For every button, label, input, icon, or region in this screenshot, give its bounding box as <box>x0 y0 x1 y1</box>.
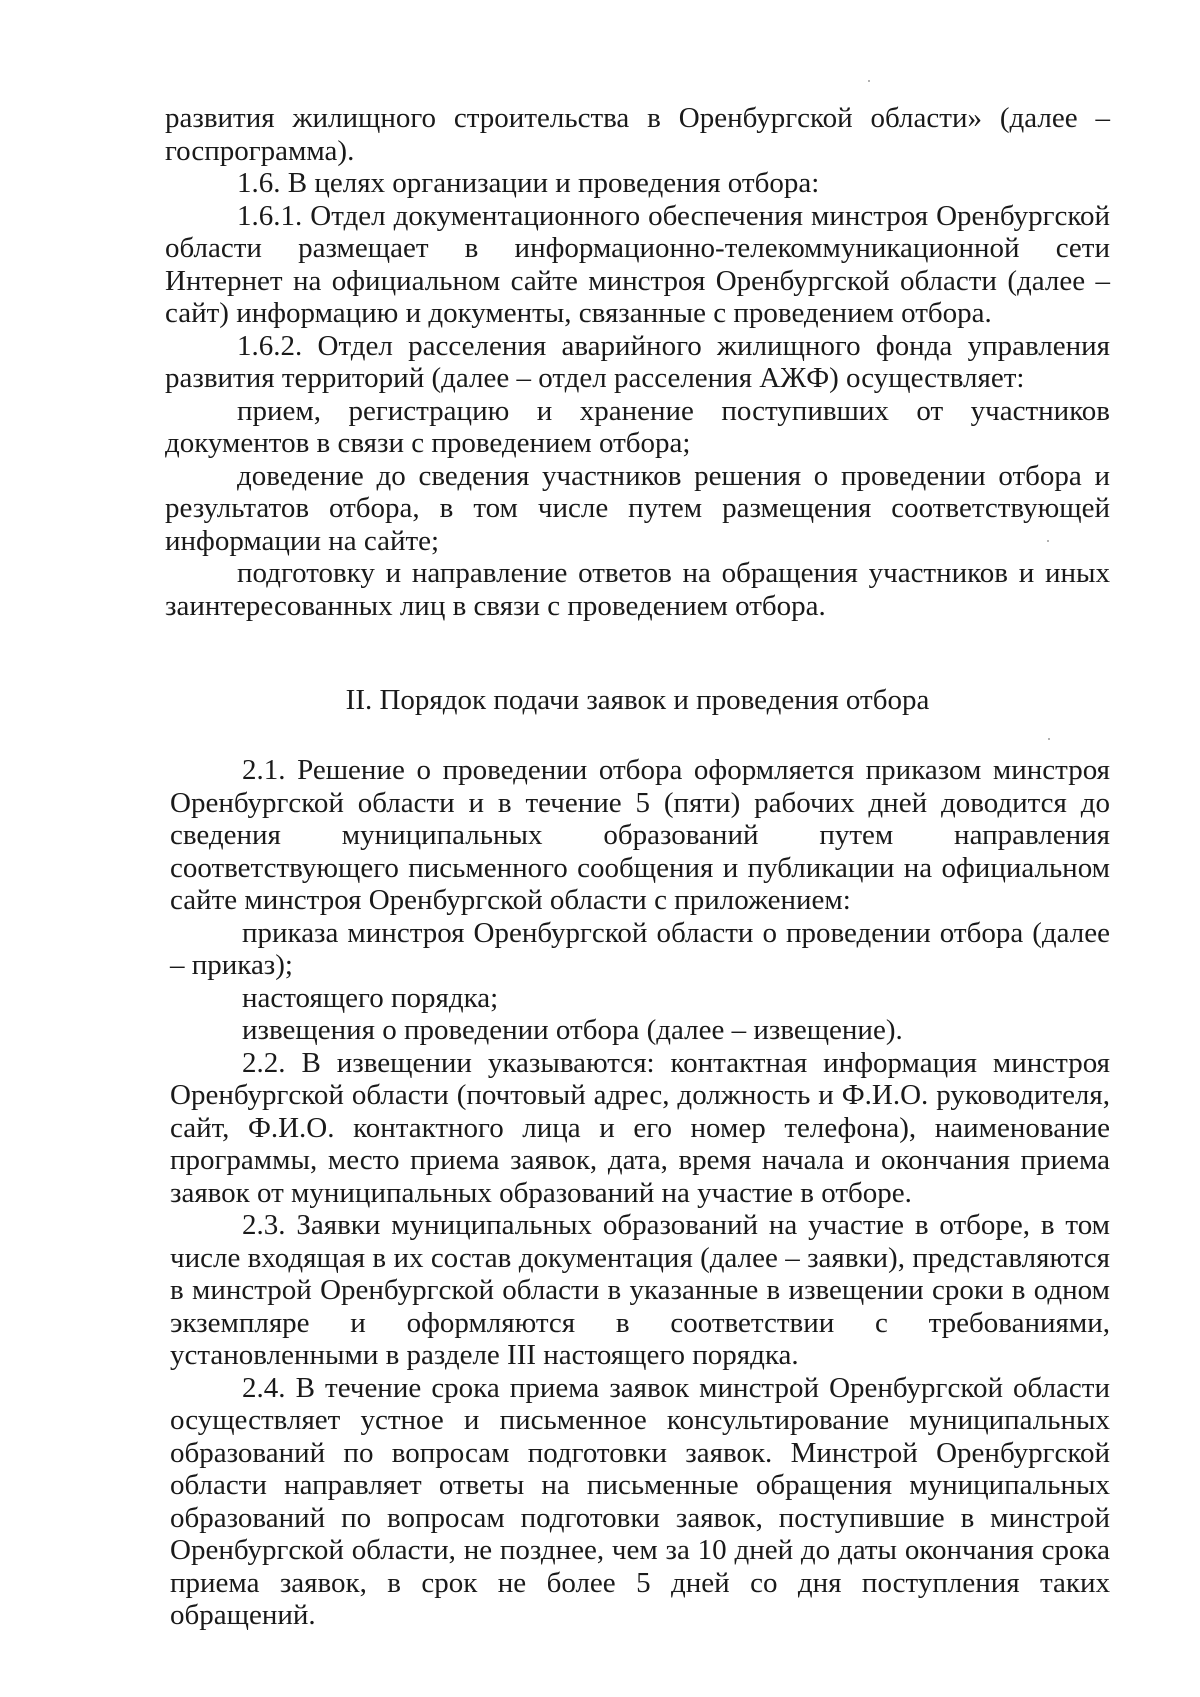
paragraph-1-6-2: 1.6.2. Отдел расселения аварийного жилищного фонда управления развития территорий (далее – отдел расселения АЖФ) осуществляет: <box>165 329 1110 394</box>
document-body-part-1 <box>165 102 1110 622</box>
paragraph-1-6-2-item-2: доведение до сведения участников решения о проведении отбора и результатов отбора, в том числе путем размещения соответствующей информации на сайте; <box>165 459 1110 557</box>
paragraph-1-6-2-item-1: прием, регистрацию и хранение поступивших от участников документов в связи с проведением отбора; <box>165 394 1110 459</box>
paragraph-1-6-2-item-3: подготовку и направление ответов на обращения участников и иных заинтересованных лиц в связи с проведением отбора. <box>165 557 1110 622</box>
paragraph-2-3: 2.3. Заявки муниципальных образований на участие в отборе, в том числе входящая в их состав документация (далее – заявки), представляются в минстрой Оренбургской области в указанные в извещении сроки в одном экземпляре и оформляются в соответствии с требованиями, установленными в разделе III настоящего порядка. <box>170 1209 1110 1371</box>
paragraph-2-1-item-2: настоящего порядка; <box>242 981 499 1014</box>
paragraph-1-6-1: 1.6.1. Отдел документационного обеспечения минстроя Оренбургской области размещает в информационно-телекоммуникационной сети Интернет на официальном сайте минстроя Оренбургской области (далее – сайт) информацию и документы, связанные с проведением отбора. <box>165 199 1110 329</box>
scan-speck <box>1047 540 1049 542</box>
section-title: II. Порядок подачи заявок и проведения отбора <box>345 684 930 716</box>
paragraph-2-4: 2.4. В течение срока приема заявок минстрой Оренбургской области осуществляет устное и письменное консультирование муниципальных образований по вопросам подготовки заявок. Минстрой Оренбургской области направляет ответы на письменные обращения муниципальных образований по вопросам подготовки заявок, поступившие в минстрой Оренбургской области, не позднее, чем за 10 дней до даты окончания срока приема заявок, в срок не более 5 дней со дня поступления таких обращений. <box>170 1371 1110 1631</box>
paragraph-1-6: 1.6. В целях организации и проведения отбора: <box>237 167 820 199</box>
paragraph-2-1-item-1: приказа минстроя Оренбургской области о проведении отбора (далее – приказ); <box>170 916 1110 981</box>
paragraph-2-1: 2.1. Решение о проведении отбора оформляется приказом минстроя Оренбургской области и в течение 5 (пяти) рабочих дней доводится до сведения муниципальных образований путем направления соответствующего письменного сообщения и публикации на официальном сайте минстроя Оренбургской области с приложением: <box>170 754 1110 916</box>
document-body-part-2 <box>170 754 1110 1632</box>
scan-speck <box>1048 738 1050 740</box>
paragraph-continuation: развития жилищного строительства в Оренбургской области» (далее – госпрограмма). <box>165 102 1110 167</box>
paragraph-2-2: 2.2. В извещении указываются: контактная информация минстроя Оренбургской области (почтовый адрес, должность и Ф.И.О. руководителя, сайт, Ф.И.О. контактного лица и его номер телефона), наименование программы, место приема заявок, дата, время начала и окончания приема заявок от муниципальных образований на участие в отборе. <box>170 1046 1110 1209</box>
paragraph-2-1-item-3: извещения о проведении отбора (далее – извещение). <box>242 1014 903 1046</box>
scan-speck <box>868 80 870 82</box>
